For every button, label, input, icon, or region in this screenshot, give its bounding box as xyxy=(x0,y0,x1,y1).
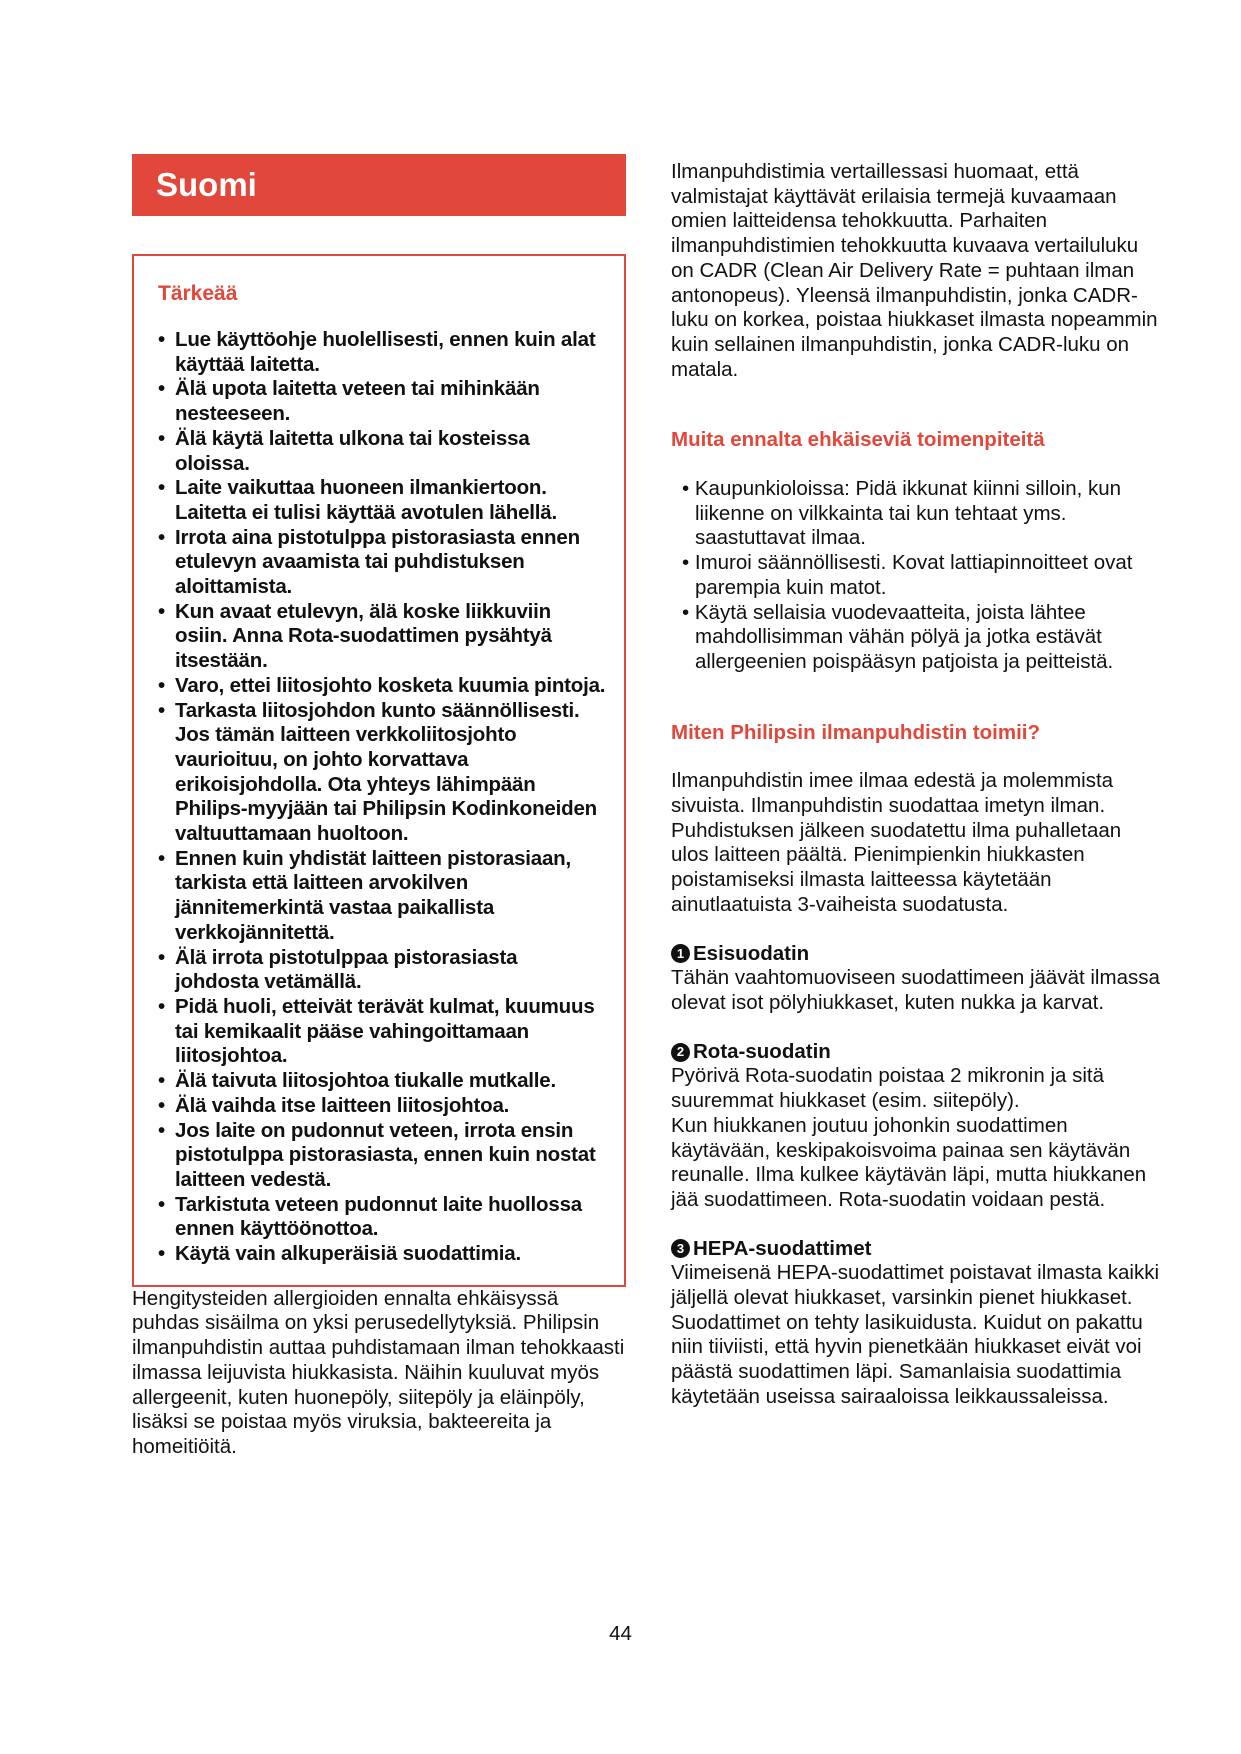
prevention-item: • Kaupunkioloissa: Pidä ikkunat kiinni silloin, kun liikenne on vilkkainta tai kun tehtaat yms. saastuttavat ilmaa. xyxy=(682,477,1122,550)
bullet-icon: • xyxy=(158,1069,165,1093)
language-header-band xyxy=(132,154,626,216)
left-intro-paragraph: Hengitysteiden allergioiden ennalta ehkäisyssä puhdas sisäilma on yksi perusedellytyksiä. Philipsin ilmanpuhdistin auttaa puhdistamaan ilman tehokkaasti ilmassa leijuvista hiukkasista. Näihin kuuluvat myös allergeenit, kuten huonepöly, siitepöly ja eläinpöly, lisäksi se poistaa myös viruksia, bakteereita ja homeitiöitä. xyxy=(132,1286,625,1458)
important-item: • Älä upota laitetta veteen tai mihinkään nesteeseen. xyxy=(158,377,540,426)
bullet-icon: • xyxy=(158,476,165,500)
important-item: • Älä irrota pistotulppaa pistorasiasta johdosta vetämällä. xyxy=(158,945,518,994)
important-title: Tärkeää xyxy=(158,282,238,305)
important-item: • Lue käyttöohje huolellisesti, ennen kuin alat käyttää laitetta. xyxy=(158,328,596,376)
right-column xyxy=(671,160,1161,1410)
bullet-icon: • xyxy=(158,698,165,722)
important-item: • Älä vaihda itse laitteen liitosjohtoa. xyxy=(158,1093,510,1117)
important-item: • Irrota aina pistotulppa pistorasiasta ennen etulevyn avaamista tai puhdistuksen aloittamista. xyxy=(158,525,580,599)
important-list xyxy=(158,328,606,1267)
prevention-list xyxy=(671,477,1161,675)
important-item: • Varo, ettei liitosjohto kosketa kuumia pintoja. xyxy=(158,673,606,697)
step-3-body: Viimeisenä HEPA-suodattimet poistavat ilmasta kaikki jäljellä olevat hiukkaset, varsinkin pienet hiukkaset. xyxy=(671,1261,1160,1310)
right-intro-paragraph: Ilmanpuhdistimia vertaillessasi huomaat, että valmistajat käyttävät erilaisia termejä kuvaamaan omien laitteidensa tehokkuutta. Parhaiten ilmanpuhdistimien tehokkuutta kuvaava vertailuluku on CADR (Clean Air Delivery Rate = puhtaan ilman antonopeus). Yleensä ilmanpuhdistin, jonka CADR-luku on korkea, poistaa hiukkaset ilmasta nopeammin kuin sellainen ilmanpuhdistin, jonka CADR-luku on matala. xyxy=(671,160,1158,381)
bullet-icon: • xyxy=(158,673,165,697)
important-item: • Pidä huoli, etteivät terävät kulmat, kuumuus tai kemikaalit pääse vahingoittamaan liitosjohtoa. xyxy=(158,994,595,1068)
important-item: • Laite vaikuttaa huoneen ilmankiertoon. Laitetta ei tulisi käyttää avotulen lähellä. xyxy=(158,476,557,524)
step-2-body-cont: Kun hiukkanen joutuu johonkin suodattimen käytävään, keskipakoisvoima painaa sen käytävän reunalle. Ilma kulkee käytävän läpi, mutta hiukkanen jää suodattimeen. Rota-suodatin voidaan pestä. xyxy=(671,1113,1147,1211)
bullet-icon: • xyxy=(158,945,165,969)
step-1-title: 1 Esisuodatin xyxy=(671,942,1161,967)
important-item: • Jos laite on pudonnut veteen, irrota ensin pistotulppa pistorasiasta, ennen kuin nostat laitteen vedestä. xyxy=(158,1118,596,1191)
important-box xyxy=(132,254,626,1287)
important-item: • Tarkasta liitosjohdon kunto säännöllisesti. Jos tämän laitteen verkkoliitosjohto vaurioituu, on johto korvattava erikoisjohdolla. Ota yhteys lähimpään Philips-myyjään tai Philipsin Kodinkoneiden valtuuttamaan huoltoon. xyxy=(158,698,597,846)
how-it-works-paragraph: Ilmanpuhdistin imee ilmaa edestä ja molemmista sivuista. Ilmanpuhdistin suodattaa imetyn ilman. Puhdistuksen jälkeen suodatettu ilma puhalletaan ulos laitteen päältä. Pienimpienkin hiukkasten poistamiseksi ilmasta laitteessa käytetään ainutlaatuista 3-vaiheista suodatusta. xyxy=(671,769,1122,916)
bullet-icon: • xyxy=(682,477,695,501)
important-item: • Käytä vain alkuperäisiä suodattimia. xyxy=(158,1242,521,1266)
number-1-icon: 1 xyxy=(671,944,690,963)
bullet-icon: • xyxy=(158,1242,165,1266)
step-3-body-cont: Suodattimet on tehty lasikuidusta. Kuidut on pakattu niin tiiviisti, että hyvin pienetkään hiukkaset eivät voi päästä suodattimen läpi. Samanlaisia suodattimia käytetään useissa sairaaloissa leikkaussaleissa. xyxy=(671,1310,1143,1408)
step-2-body: Pyörivä Rota-suodatin poistaa 2 mikronin ja sitä suuremmat hiukkaset (esim. siitepöly). xyxy=(671,1064,1104,1113)
left-column xyxy=(132,154,626,1460)
bullet-icon: • xyxy=(158,599,165,623)
bullet-icon: • xyxy=(158,328,165,351)
number-3-icon: 3 xyxy=(671,1239,690,1258)
important-item: • Ennen kuin yhdistät laitteen pistorasiaan, tarkista että laitteen arvokilven jännitemerkintä vastaa paikallista verkkojännitettä. xyxy=(158,846,571,944)
how-it-works-heading: Miten Philipsin ilmanpuhdistin toimii? xyxy=(671,720,1040,744)
prevention-item: • Imuroi säännöllisesti. Kovat lattiapinnoitteet ovat parempia kuin matot. xyxy=(682,551,1133,599)
language-title: Suomi xyxy=(156,166,257,203)
important-item: • Kun avaat etulevyn, älä koske liikkuviin osiin. Anna Rota-suodattimen pysähtyä itsestään. xyxy=(158,599,552,673)
bullet-icon: • xyxy=(158,377,165,401)
prevention-item: • Käytä sellaisia vuodevaatteita, joista lähtee mahdollisimman vähän pölyä ja jotka estävät allergeenien poispääsyn patjoista ja peitteistä. xyxy=(682,600,1114,673)
number-2-icon: 2 xyxy=(671,1043,690,1062)
prevention-heading: Muita ennalta ehkäiseviä toimenpiteitä xyxy=(671,428,1045,452)
bullet-icon: • xyxy=(158,994,165,1018)
bullet-icon: • xyxy=(158,1093,165,1117)
step-2-title: 2 Rota-suodatin xyxy=(671,1040,1161,1065)
step-3-title: 3 HEPA-suodattimet xyxy=(671,1237,1161,1262)
page-number: 44 xyxy=(609,1622,632,1645)
important-item: • Älä käytä laitetta ulkona tai kosteissa oloissa. xyxy=(158,426,530,475)
bullet-icon: • xyxy=(158,846,165,870)
bullet-icon: • xyxy=(158,1192,165,1216)
step-1-body: Tähän vaahtomuoviseen suodattimeen jäävät ilmassa olevat isot pölyhiukkaset, kuten nukka ja karvat. xyxy=(671,966,1160,1014)
bullet-icon: • xyxy=(158,1118,165,1142)
bullet-icon: • xyxy=(682,551,695,575)
important-item: • Tarkistuta veteen pudonnut laite huollossa ennen käyttöönottoa. xyxy=(158,1192,582,1241)
bullet-icon: • xyxy=(158,426,165,450)
important-item: • Älä taivuta liitosjohtoa tiukalle mutkalle. xyxy=(158,1069,556,1093)
bullet-icon: • xyxy=(682,600,695,624)
bullet-icon: • xyxy=(158,525,165,549)
